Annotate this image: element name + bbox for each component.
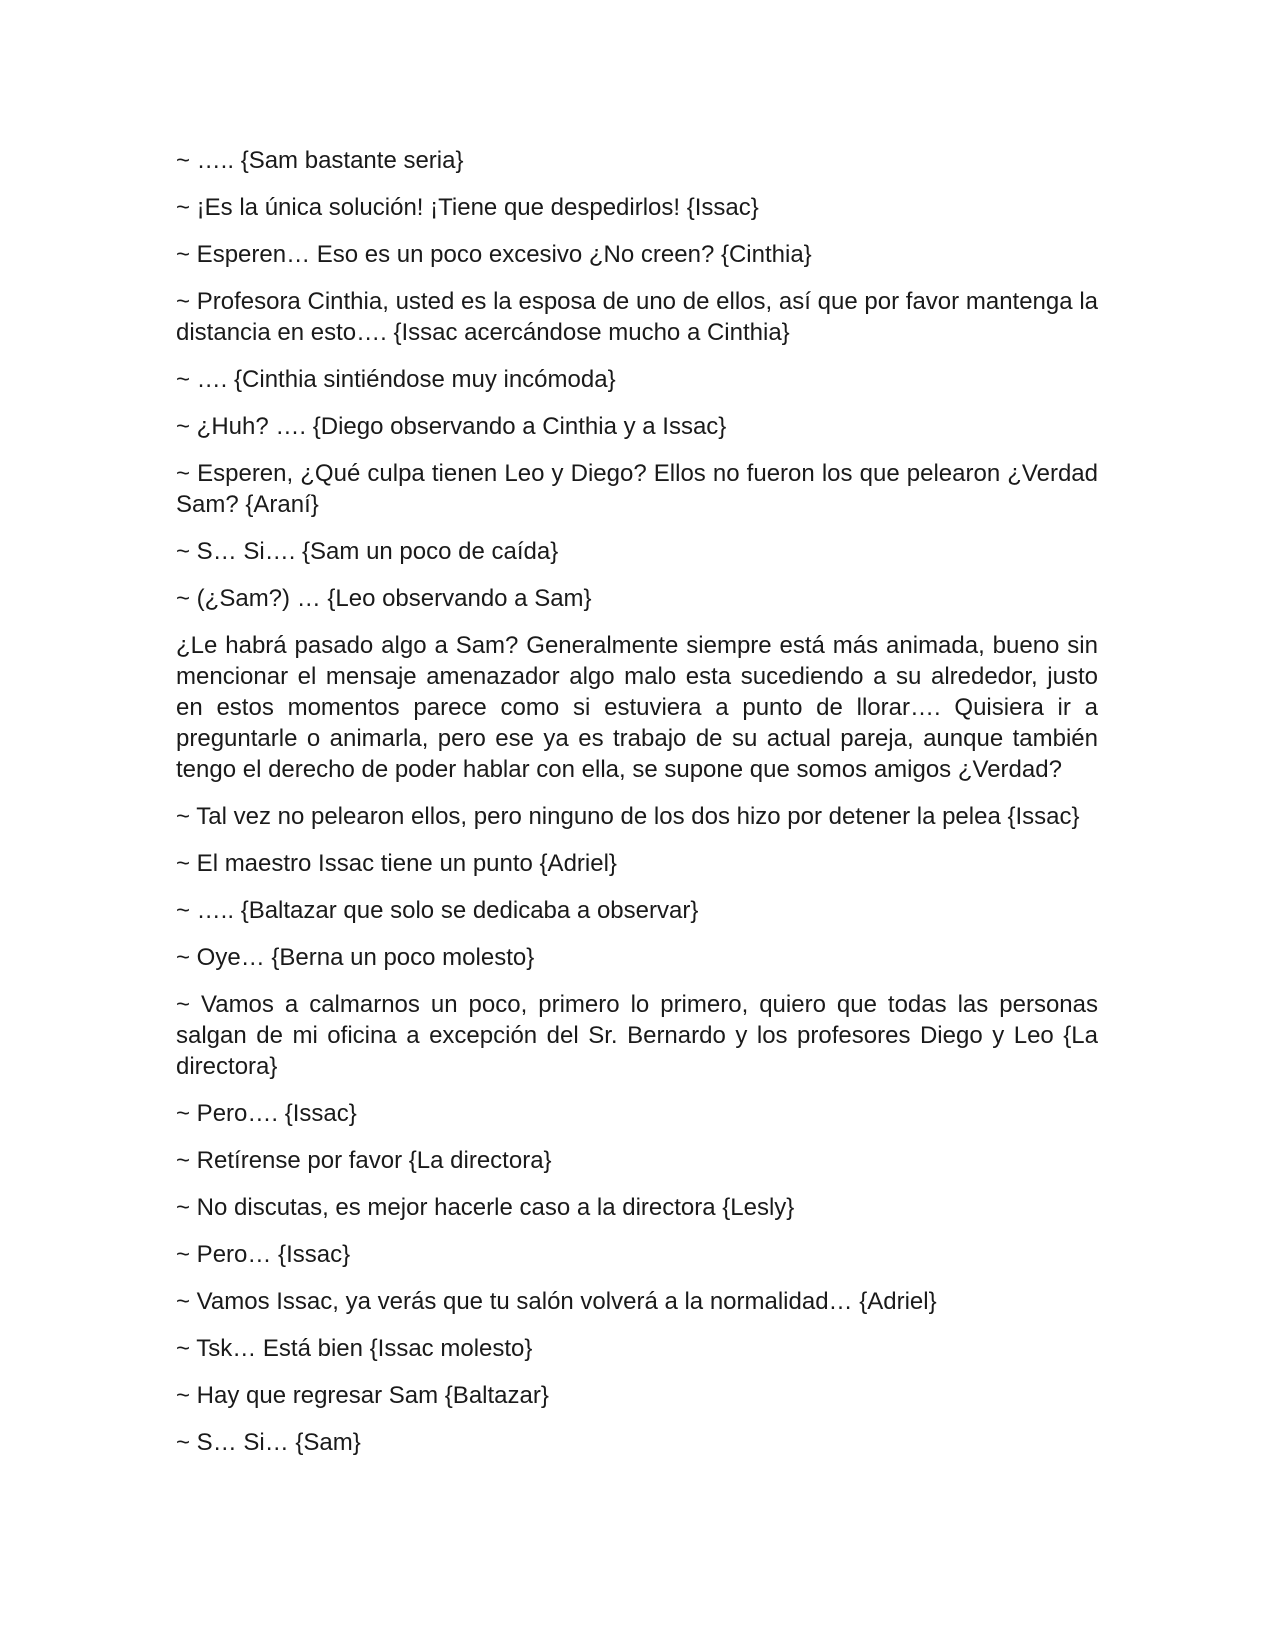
dialogue-line: ~ Vamos Issac, ya verás que tu salón volverá a la normalidad… {Adriel} bbox=[176, 1288, 937, 1315]
dialogue-line: ~ Oye… {Berna un poco molesto} bbox=[176, 944, 535, 971]
dialogue-line: ~ ….. {Sam bastante seria} bbox=[176, 147, 464, 174]
dialogue-line: ~ Esperen… Eso es un poco excesivo ¿No creen? {Cinthia} bbox=[176, 241, 812, 268]
dialogue-line: ~ Pero… {Issac} bbox=[176, 1241, 351, 1268]
dialogue-line: ~ Pero…. {Issac} bbox=[176, 1100, 357, 1127]
dialogue-line: ~ ¡Es la única solución! ¡Tiene que despedirlos! {Issac} bbox=[176, 194, 759, 221]
dialogue-line: ~ El maestro Issac tiene un punto {Adriel} bbox=[176, 850, 617, 877]
dialogue-line: ~ (¿Sam?) … {Leo observando a Sam} bbox=[176, 585, 592, 612]
dialogue-line: ~ Esperen, ¿Qué culpa tienen Leo y Diego? Ellos no fueron los que pelearon ¿Verdad Sam? {Araní} bbox=[176, 460, 1098, 518]
dialogue-line: ~ ¿Huh? …. {Diego observando a Cinthia y a Issac} bbox=[176, 413, 727, 440]
dialogue-line: ~ No discutas, es mejor hacerle caso a la directora {Lesly} bbox=[176, 1194, 795, 1221]
dialogue-line: ~ Retírense por favor {La directora} bbox=[176, 1147, 552, 1174]
narration-paragraph: ¿Le habrá pasado algo a Sam? Generalmente siempre está más animada, bueno sin mencionar el mensaje amenazador algo malo esta sucediendo a su alrededor, justo en estos momentos parece como si estuviera a punto de llorar…. Quisiera ir a preguntarle o animarla, pero ese ya es trabajo de su actual pareja, aunque también tengo el derecho de poder hablar con ella, se supone que somos amigos ¿Verdad? bbox=[176, 632, 1098, 783]
dialogue-line: ~ Vamos a calmarnos un poco, primero lo primero, quiero que todas las personas salgan de mi oficina a excepción del Sr. Bernardo y los profesores Diego y Leo {La directora} bbox=[176, 991, 1098, 1080]
dialogue-line: ~ Tsk… Está bien {Issac molesto} bbox=[176, 1335, 533, 1362]
dialogue-line: ~ Tal vez no pelearon ellos, pero ninguno de los dos hizo por detener la pelea {Issac} bbox=[176, 803, 1080, 830]
dialogue-line: ~ S… Si…. {Sam un poco de caída} bbox=[176, 538, 559, 565]
dialogue-line: ~ Profesora Cinthia, usted es la esposa de uno de ellos, así que por favor mantenga la distancia en esto…. {Issac acercándose mucho a Cinthia} bbox=[176, 288, 1098, 346]
dialogue-line: ~ S… Si… {Sam} bbox=[176, 1429, 361, 1456]
dialogue-line: ~ …. {Cinthia sintiéndose muy incómoda} bbox=[176, 366, 616, 393]
dialogue-line: ~ ….. {Baltazar que solo se dedicaba a observar} bbox=[176, 897, 699, 924]
dialogue-line: ~ Hay que regresar Sam {Baltazar} bbox=[176, 1382, 549, 1409]
document-body bbox=[176, 145, 1098, 1474]
